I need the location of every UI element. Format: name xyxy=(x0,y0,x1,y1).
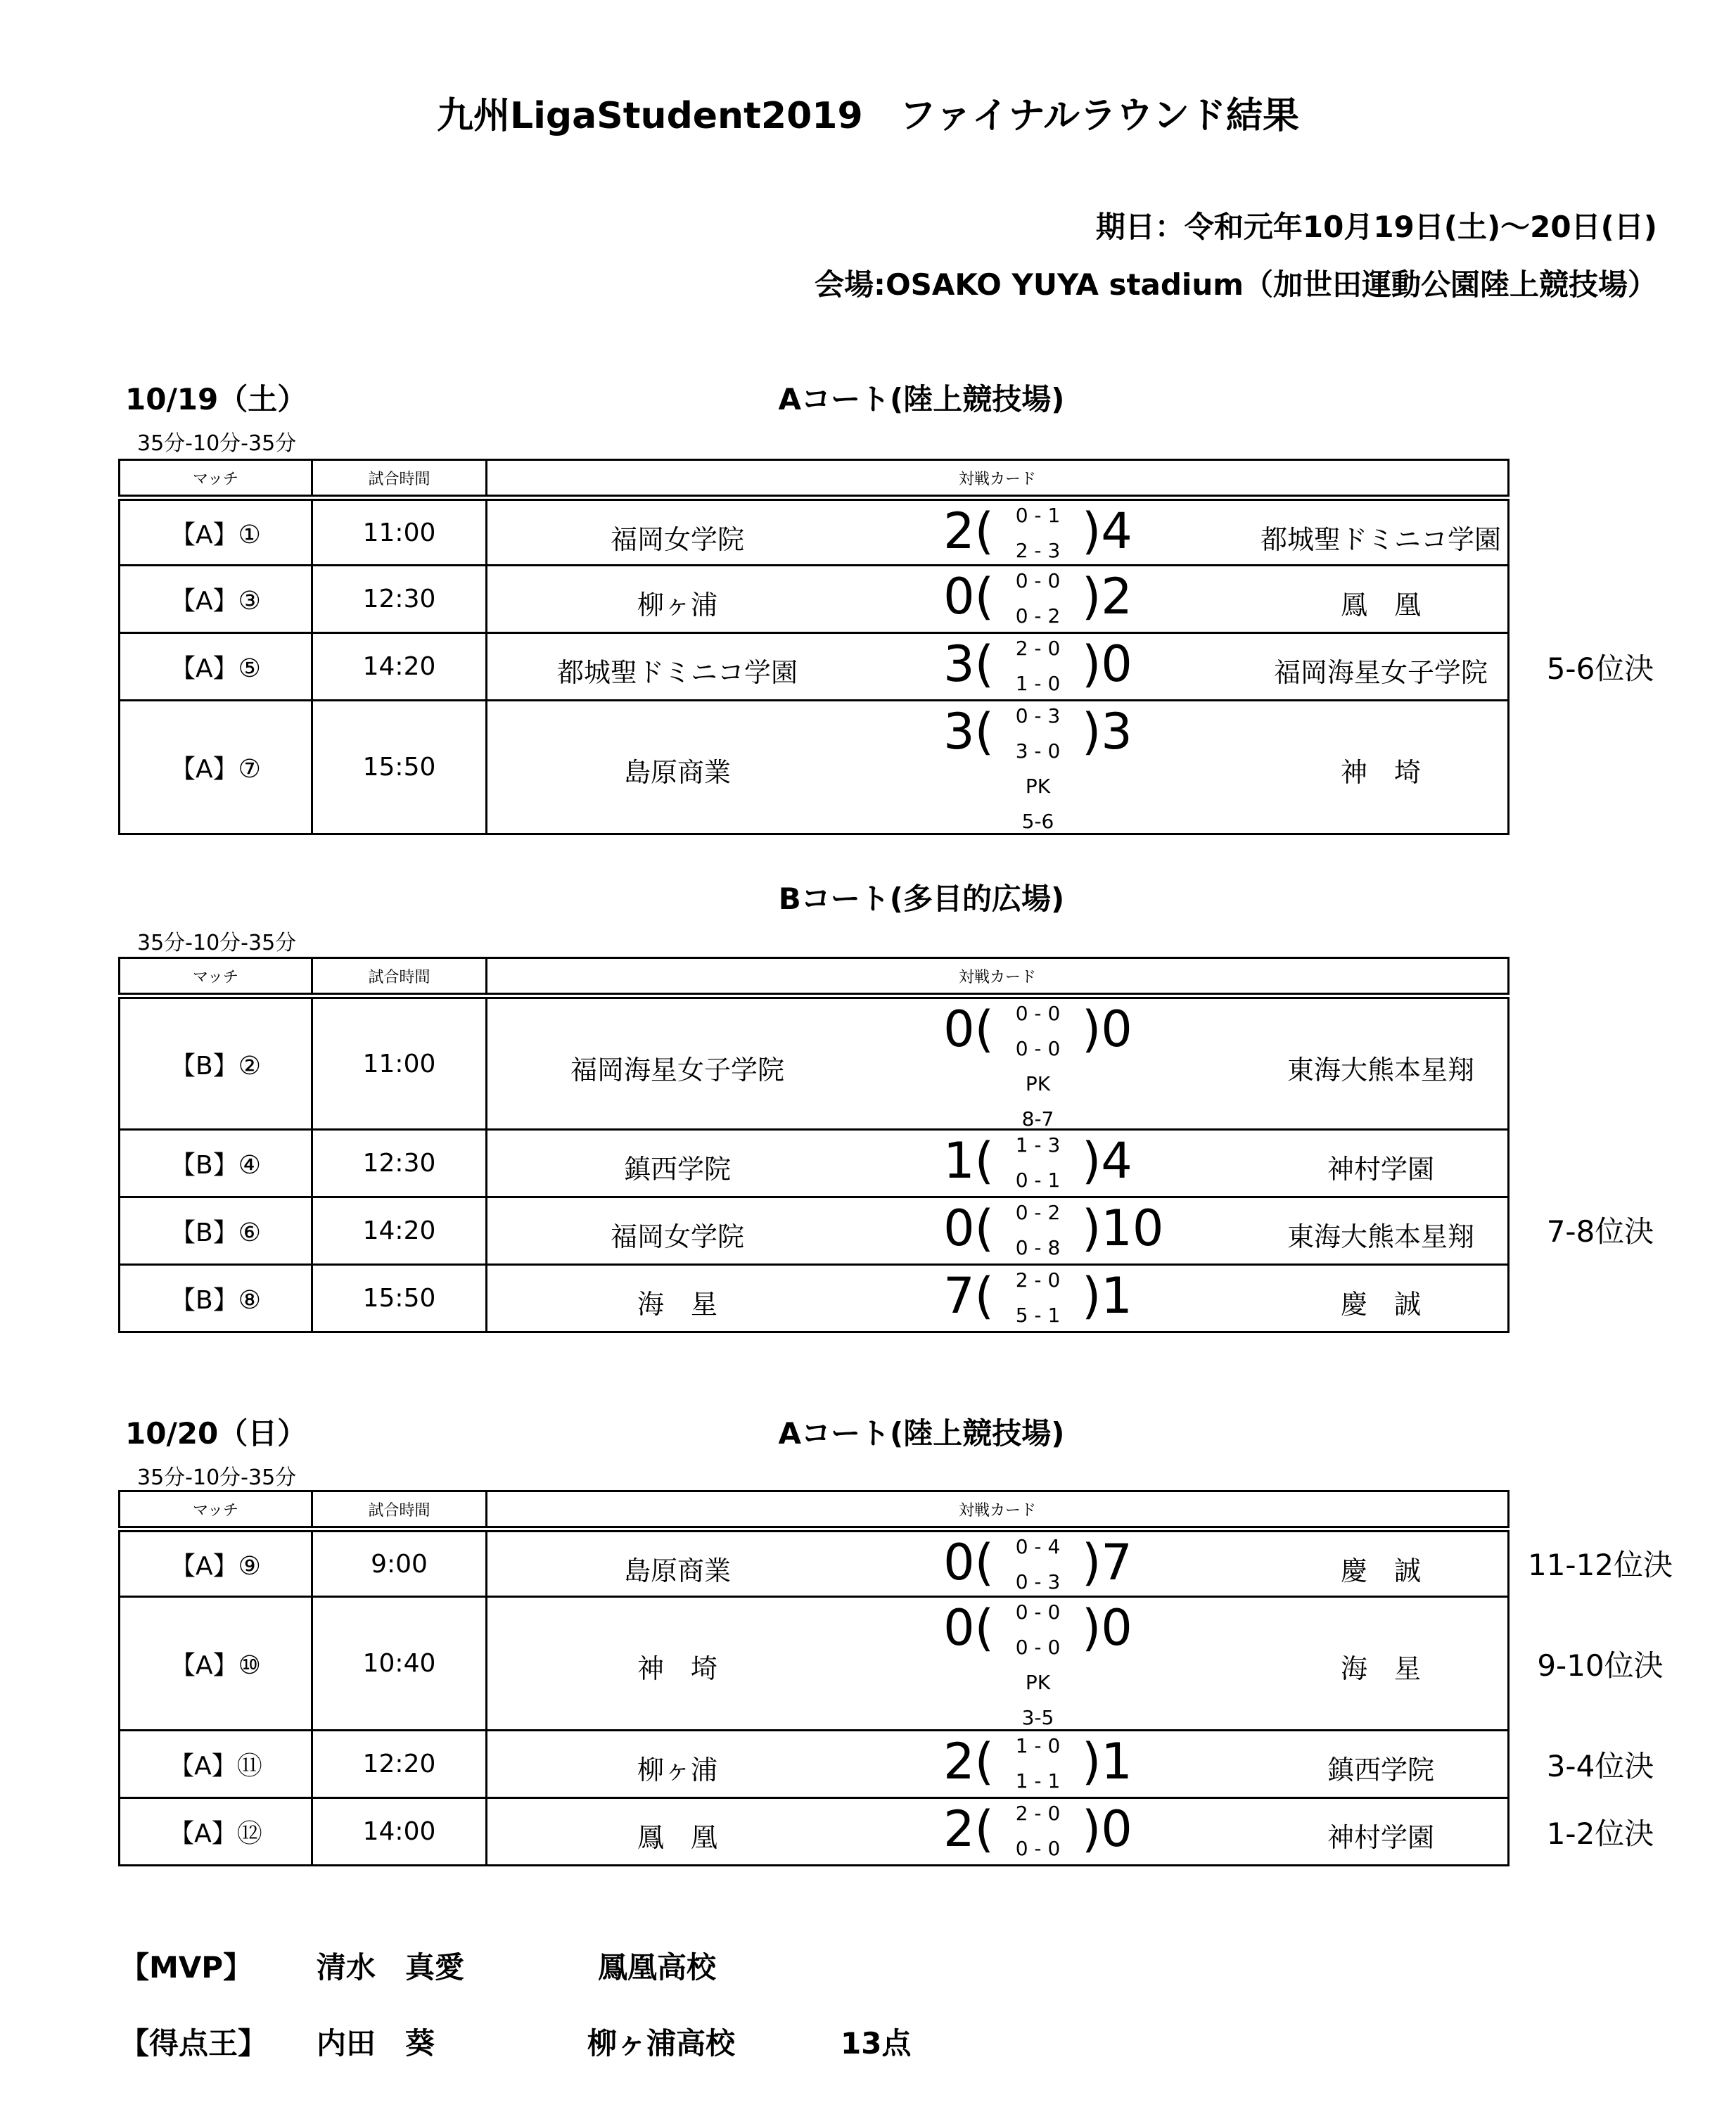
top-scorer-goals: 13点 xyxy=(841,2026,912,2061)
match-id: 【A】⑦ xyxy=(120,701,312,834)
match-id: 【A】⑪ xyxy=(120,1731,312,1798)
away-score: )1 xyxy=(1082,1267,1132,1325)
second-half-score: 0 - 0 xyxy=(1015,1636,1061,1659)
away-team: 鳳 凰 xyxy=(1340,590,1421,620)
match-id: 【A】③ xyxy=(120,566,312,633)
mvp-label: 【MVP】 xyxy=(120,1950,253,1985)
first-half-score: 2 - 0 xyxy=(1015,637,1061,660)
match-id: 【B】④ xyxy=(120,1130,312,1197)
second-half-score: 0 - 3 xyxy=(1015,1570,1061,1593)
home-team: 福岡女学院 xyxy=(610,1221,744,1252)
match-id: 【A】⑫ xyxy=(120,1798,312,1866)
top-scorer-school: 柳ヶ浦高校 xyxy=(587,2026,736,2061)
second-half-score: 2 - 3 xyxy=(1015,539,1061,562)
away-score: )1 xyxy=(1082,1733,1132,1790)
match-time: 10:40 xyxy=(312,1597,487,1731)
away-score: )0 xyxy=(1082,1599,1132,1657)
match-card xyxy=(487,1798,1509,1866)
match-time: 15:50 xyxy=(312,1265,487,1332)
second-half-score: 3 - 0 xyxy=(1015,739,1061,763)
mvp-school: 鳳凰高校 xyxy=(598,1950,717,1985)
schedule-table-2 xyxy=(118,957,1510,1333)
match-row xyxy=(120,996,1509,1130)
match-row xyxy=(120,498,1509,566)
section-3-format: 35分-10分-35分 xyxy=(137,1465,297,1490)
event-date: 期日：令和元年10月19日(土)～20日(日) xyxy=(1095,210,1657,244)
pk-label: PK xyxy=(1025,1671,1051,1694)
match-row xyxy=(120,1529,1509,1597)
match-row xyxy=(120,1597,1509,1731)
home-team: 福岡海星女子学院 xyxy=(570,1055,784,1086)
placing-label: 7-8位決 xyxy=(1546,1214,1654,1249)
first-half-score: 0 - 1 xyxy=(1015,504,1061,527)
away-team: 都城聖ドミニコ学園 xyxy=(1260,524,1501,555)
header-time: 試合時間 xyxy=(312,1491,487,1529)
home-score: 0( xyxy=(943,568,994,625)
match-card xyxy=(487,498,1509,566)
placing-label: 3-4位決 xyxy=(1546,1749,1654,1783)
match-id: 【A】⑨ xyxy=(120,1529,312,1597)
away-team: 神 埼 xyxy=(1340,757,1421,788)
header-match: マッチ xyxy=(120,1491,312,1529)
match-time: 11:00 xyxy=(312,996,487,1130)
match-time: 14:00 xyxy=(312,1798,487,1866)
match-card xyxy=(487,633,1509,701)
first-half-score: 1 - 3 xyxy=(1015,1133,1061,1157)
first-half-score: 0 - 3 xyxy=(1015,704,1061,727)
section-2-format: 35分-10分-35分 xyxy=(137,931,297,955)
section-3-court: Aコート(陸上競技場) xyxy=(778,1416,1065,1451)
away-team: 海 星 xyxy=(1340,1653,1421,1684)
schedule-table-3 xyxy=(118,1490,1510,1866)
table-header xyxy=(120,460,1509,498)
placing-label: 1-2位決 xyxy=(1546,1816,1654,1851)
match-id: 【A】⑤ xyxy=(120,633,312,701)
first-half-score: 0 - 2 xyxy=(1015,1201,1061,1224)
away-score: )0 xyxy=(1082,1800,1132,1858)
home-score: 0( xyxy=(943,1599,994,1657)
top-scorer-name: 内田 葵 xyxy=(317,2026,435,2061)
pk-score: 5-6 xyxy=(1021,810,1054,833)
header-card: 対戦カード xyxy=(487,1491,1509,1529)
home-score: 2( xyxy=(943,1800,994,1858)
second-half-score: 5 - 1 xyxy=(1015,1304,1061,1327)
home-score: 0( xyxy=(943,1534,994,1591)
match-time: 15:50 xyxy=(312,701,487,834)
match-row xyxy=(120,566,1509,633)
second-half-score: 0 - 0 xyxy=(1015,1837,1061,1860)
home-team: 都城聖ドミニコ学園 xyxy=(556,657,798,688)
schedule-table-1 xyxy=(118,459,1510,835)
away-score: )10 xyxy=(1082,1199,1164,1257)
table-header xyxy=(120,958,1509,996)
home-score: 3( xyxy=(943,703,994,760)
match-card xyxy=(487,1265,1509,1332)
match-row xyxy=(120,1731,1509,1798)
home-team: 鳳 凰 xyxy=(637,1822,717,1853)
second-half-score: 0 - 0 xyxy=(1015,1037,1061,1060)
match-id: 【B】⑥ xyxy=(120,1197,312,1265)
header-card: 対戦カード xyxy=(487,460,1509,498)
header-match: マッチ xyxy=(120,460,312,498)
home-score: 2( xyxy=(943,502,994,560)
home-team: 島原商業 xyxy=(623,1555,731,1586)
match-row xyxy=(120,1130,1509,1197)
away-team: 福岡海星女子学院 xyxy=(1273,657,1488,688)
away-team: 鎮西学院 xyxy=(1327,1755,1434,1786)
home-team: 神 埼 xyxy=(637,1653,717,1684)
match-time: 14:20 xyxy=(312,1197,487,1265)
match-card xyxy=(487,1197,1509,1265)
first-half-score: 0 - 4 xyxy=(1015,1535,1061,1558)
away-score: )3 xyxy=(1082,703,1132,760)
second-half-score: 1 - 0 xyxy=(1015,672,1061,695)
top-scorer-label: 【得点王】 xyxy=(120,2026,268,2061)
away-score: )4 xyxy=(1082,502,1132,560)
away-team: 神村学園 xyxy=(1327,1154,1434,1185)
match-card xyxy=(487,1597,1509,1731)
home-team: 柳ヶ浦 xyxy=(637,1755,717,1786)
second-half-score: 0 - 2 xyxy=(1015,604,1061,628)
match-row xyxy=(120,1798,1509,1866)
home-score: 7( xyxy=(943,1267,994,1325)
match-card xyxy=(487,701,1509,834)
event-venue: 会場:OSAKO YUYA stadium（加世田運動公園陸上競技場） xyxy=(815,267,1657,302)
match-card xyxy=(487,566,1509,633)
away-team: 慶 誠 xyxy=(1340,1289,1421,1320)
pk-label: PK xyxy=(1025,1072,1051,1095)
home-team: 島原商業 xyxy=(623,757,731,788)
second-half-score: 0 - 8 xyxy=(1015,1236,1061,1259)
match-time: 12:20 xyxy=(312,1731,487,1798)
match-time: 11:00 xyxy=(312,498,487,566)
pk-score: 3-5 xyxy=(1021,1706,1054,1729)
match-time: 14:20 xyxy=(312,633,487,701)
first-half-score: 2 - 0 xyxy=(1015,1268,1061,1292)
home-team: 柳ヶ浦 xyxy=(637,590,717,620)
header-card: 対戦カード xyxy=(487,958,1509,996)
match-row xyxy=(120,701,1509,834)
section-2-court: Bコート(多目的広場) xyxy=(778,881,1065,916)
match-time: 12:30 xyxy=(312,1130,487,1197)
away-team: 慶 誠 xyxy=(1340,1555,1421,1586)
match-card xyxy=(487,1731,1509,1798)
page-title: 九州LigaStudent2019 ファイナルラウンド結果 xyxy=(436,95,1300,137)
match-row xyxy=(120,1265,1509,1332)
match-id: 【B】⑧ xyxy=(120,1265,312,1332)
away-score: )2 xyxy=(1082,568,1132,625)
away-score: )4 xyxy=(1082,1132,1132,1190)
home-score: 2( xyxy=(943,1733,994,1790)
header-match: マッチ xyxy=(120,958,312,996)
match-row xyxy=(120,1197,1509,1265)
match-id: 【B】② xyxy=(120,996,312,1130)
match-row xyxy=(120,633,1509,701)
header-time: 試合時間 xyxy=(312,958,487,996)
match-card xyxy=(487,1529,1509,1597)
away-score: )7 xyxy=(1082,1534,1132,1591)
header-time: 試合時間 xyxy=(312,460,487,498)
placing-label: 5-6位決 xyxy=(1546,651,1654,686)
table-header xyxy=(120,1491,1509,1529)
pk-score: 8-7 xyxy=(1021,1107,1054,1131)
match-card xyxy=(487,996,1509,1130)
away-team: 東海大熊本星翔 xyxy=(1287,1055,1474,1086)
pk-label: PK xyxy=(1025,775,1051,798)
away-score: )0 xyxy=(1082,1000,1132,1058)
home-team: 福岡女学院 xyxy=(610,524,744,555)
home-score: 3( xyxy=(943,635,994,693)
mvp-name: 清水 真愛 xyxy=(317,1950,465,1985)
first-half-score: 1 - 0 xyxy=(1015,1734,1061,1757)
first-half-score: 0 - 0 xyxy=(1015,569,1061,592)
section-1-date: 10/19（土） xyxy=(125,382,307,416)
placing-label: 9-10位決 xyxy=(1537,1648,1664,1683)
section-1-format: 35分-10分-35分 xyxy=(137,431,297,456)
match-time: 9:00 xyxy=(312,1529,487,1597)
away-team: 東海大熊本星翔 xyxy=(1287,1221,1474,1252)
match-id: 【A】⑩ xyxy=(120,1597,312,1731)
section-3-date: 10/20（日） xyxy=(125,1416,307,1451)
away-team: 神村学園 xyxy=(1327,1822,1434,1853)
placing-label: 11-12位決 xyxy=(1527,1548,1673,1582)
second-half-score: 0 - 1 xyxy=(1015,1169,1061,1192)
away-score: )0 xyxy=(1082,635,1132,693)
second-half-score: 1 - 1 xyxy=(1015,1769,1061,1793)
first-half-score: 0 - 0 xyxy=(1015,1600,1061,1624)
home-score: 1( xyxy=(943,1132,994,1190)
match-card xyxy=(487,1130,1509,1197)
home-score: 0( xyxy=(943,1199,994,1257)
first-half-score: 2 - 0 xyxy=(1015,1802,1061,1825)
match-id: 【A】① xyxy=(120,498,312,566)
first-half-score: 0 - 0 xyxy=(1015,1002,1061,1025)
match-time: 12:30 xyxy=(312,566,487,633)
home-score: 0( xyxy=(943,1000,994,1058)
home-team: 鎮西学院 xyxy=(623,1154,731,1185)
section-1-court: Aコート(陸上競技場) xyxy=(778,382,1065,416)
home-team: 海 星 xyxy=(637,1289,717,1320)
